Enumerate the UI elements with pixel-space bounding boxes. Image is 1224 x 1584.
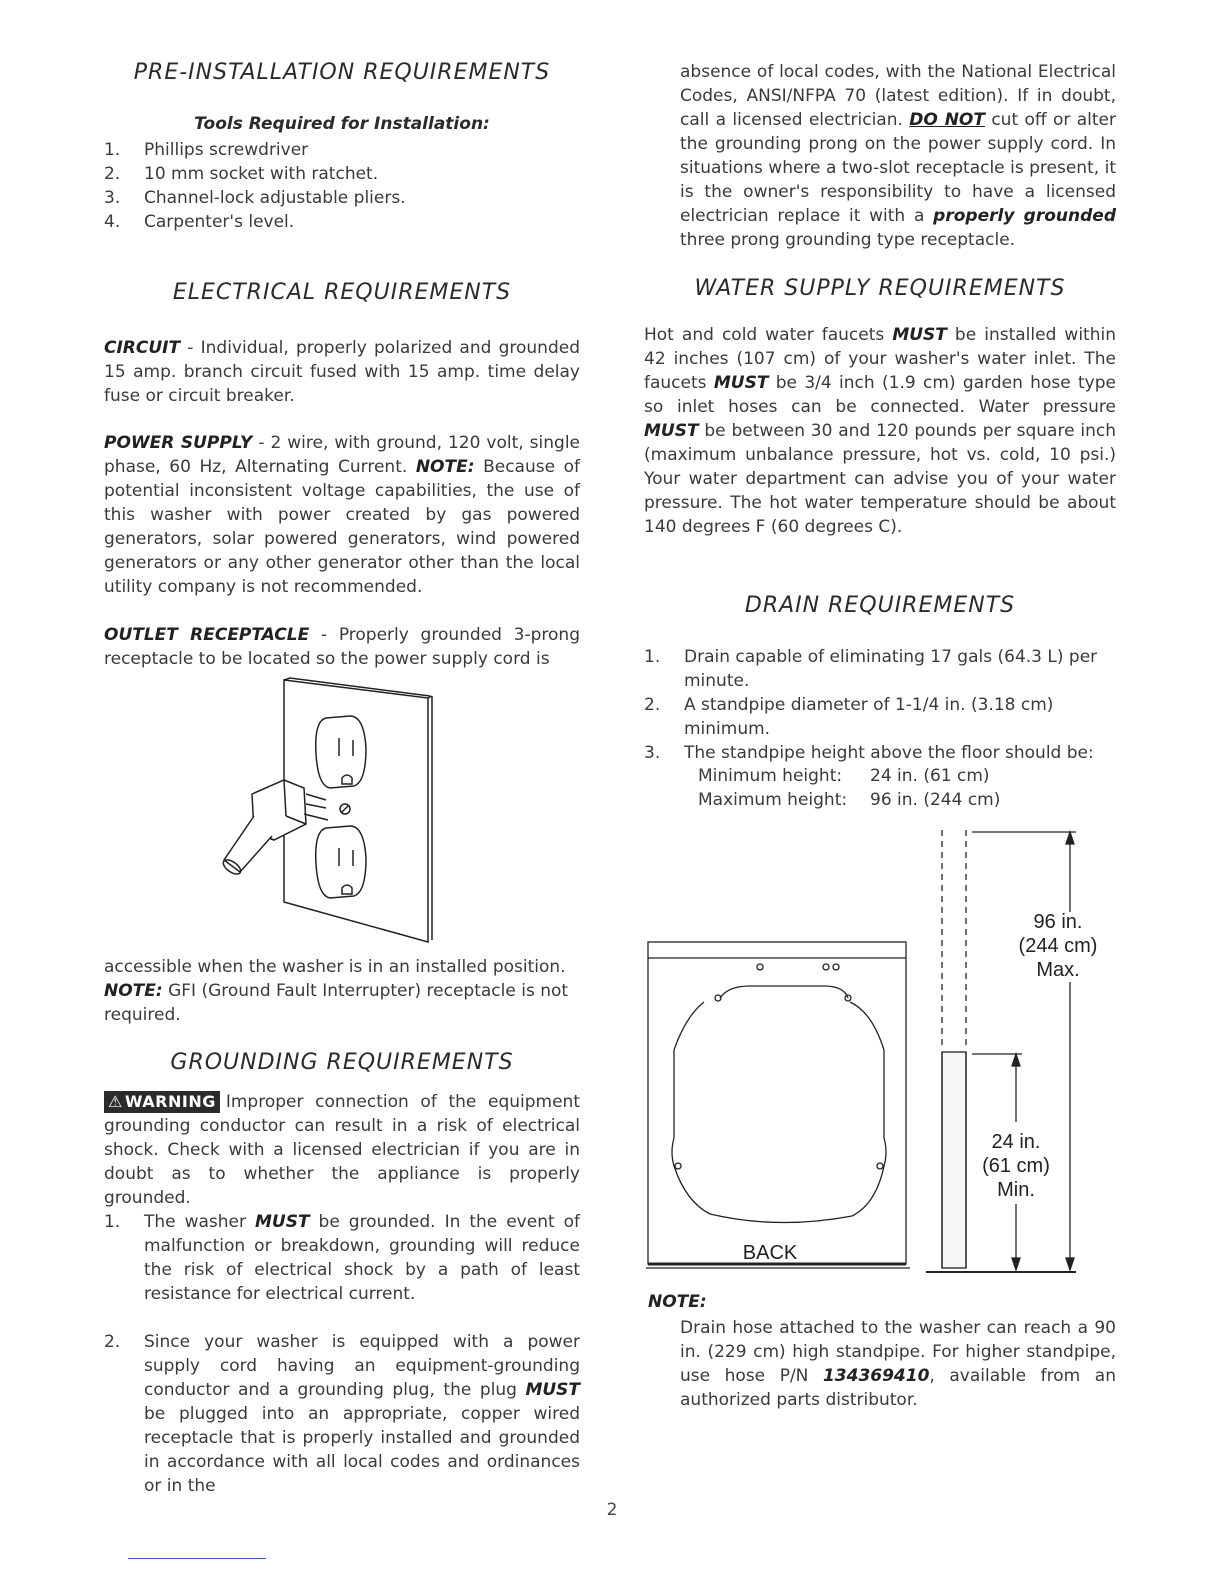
page-number: 2 (606, 1500, 618, 1520)
power-supply-paragraph: POWER SUPPLY - 2 wire, with ground, 120 volt, single phase, 60 Hz, Alternating Current. NOTE: Because of potential inconsistent voltage capabilities, the use of this washer with power created by gas powered generators, solar powered generators, wind powered generators or any other generator other than the local utility company is not recommended. (104, 433, 581, 597)
max-height-row: Maximum height: 96 in. (244 cm) (698, 790, 1001, 810)
height-specs (698, 764, 1000, 812)
grounding-heading: GROUNDING REQUIREMENTS (170, 1050, 514, 1075)
list-item: 1. Drain capable of eliminating 17 gals (64.3 L) per minute. (644, 647, 1098, 691)
footer-rule (128, 1558, 266, 1559)
list-item: 1. The washer MUST be grounded. In the event of malfunction or breakdown, grounding will reduce the risk of electrical shock by a path of least resistance for electrical current. (104, 1212, 581, 1304)
standpipe-diagram (644, 826, 1098, 1282)
pre-installation-heading: PRE-INSTALLATION REQUIREMENTS (133, 60, 551, 85)
water-supply-heading: WATER SUPPLY REQUIREMENTS (694, 276, 1066, 301)
warning-badge: ⚠ WARNING (104, 1091, 220, 1113)
electrical-heading: ELECTRICAL REQUIREMENTS (172, 280, 512, 305)
max-label-line-2: (244 cm) (1018, 935, 1098, 957)
outlet-paragraph: OUTLET RECEPTACLE - Properly grounded 3-prong receptacle to be located so the power supply cord is (104, 625, 580, 669)
min-height-row: Minimum height: 24 in. (61 cm) (698, 766, 990, 786)
list-item: 4. Carpenter's level. (104, 212, 295, 232)
list-item: 2. A standpipe diameter of 1-1/4 in. (3.18 cm) minimum. (644, 695, 1054, 739)
tools-heading: Tools Required for Installation: (194, 114, 490, 134)
circuit-paragraph: CIRCUIT - Individual, properly polarized and grounded 15 amp. branch circuit fused with 15 amp. time delay fuse or circuit breaker. (104, 338, 580, 406)
left-column (104, 0, 580, 1500)
back-label: BACK (742, 1242, 798, 1264)
list-item: 2. 10 mm socket with ratchet. (104, 164, 379, 184)
outlet-continuation: accessible when the washer is in an installed position. NOTE: GFI (Ground Fault Interrupter) receptacle is not required. (104, 957, 569, 1025)
grounding-continuation: absence of local codes, with the National Electrical Codes, ANSI/NFPA 70 (latest edition). If in doubt, call a licensed electrician. DO NOT cut off or alter the grounding prong on the power supply cord. In situations where a two-slot receptacle is present, it is the owner's responsibility to have a licensed electrician replace it with a properly grounded three prong grounding type receptacle. (680, 62, 1116, 250)
tools-list (104, 138, 580, 234)
list-item: 3. The standpipe height above the floor should be: (644, 743, 1094, 763)
outlet-illustration (214, 676, 434, 946)
warning-icon: ⚠ (108, 1092, 123, 1111)
max-label-line-3: Max. (1036, 959, 1080, 981)
min-label-line-2: (61 cm) (982, 1155, 1050, 1177)
min-label-line-1: 24 in. (991, 1131, 1041, 1153)
grounding-list (104, 1210, 580, 1498)
min-label-line-3: Min. (997, 1179, 1035, 1201)
warning-paragraph: ⚠ WARNING Improper connection of the equipment grounding conductor can result in a risk of electrical shock. Check with a licensed electrician if you are in doubt as to whether the appliance is properly grounded. (104, 1092, 580, 1208)
drain-list (644, 645, 1116, 765)
max-label-line-1: 96 in. (1033, 911, 1083, 933)
list-item: 3. Channel-lock adjustable pliers. (104, 188, 406, 208)
water-paragraph: Hot and cold water faucets MUST be installed within 42 inches (107 cm) of your washer's water inlet. The faucets MUST be 3/4 inch (1.9 cm) garden hose type so inlet hoses can be connected. Water pressure MUST be between 30 and 120 pounds per square inch (maximum unbalance pressure, hot vs. cold, 10 psi.) Your water department can advise you of your water pressure. The hot water temperature should be about 140 degrees F (60 degrees C). (644, 325, 1116, 537)
drain-note-label: NOTE: (648, 1292, 707, 1312)
list-item: 2. Since your washer is equipped with a power supply cord having an equipment-grounding conductor and a grounding plug, the plug MUST be plugged into an appropriate, copper wired receptacle that is properly installed and grounded in accordance with all local codes and ordinances or in the (104, 1332, 580, 1496)
list-item: 1. Phillips screwdriver (104, 140, 309, 160)
right-column (644, 0, 1116, 1500)
drain-note-text: Drain hose attached to the washer can reach a 90 in. (229 cm) high standpipe. For higher standpipe, use hose P/N 134369410, available from an authorized parts distributor. (680, 1318, 1116, 1410)
drain-heading: DRAIN REQUIREMENTS (744, 593, 1016, 618)
